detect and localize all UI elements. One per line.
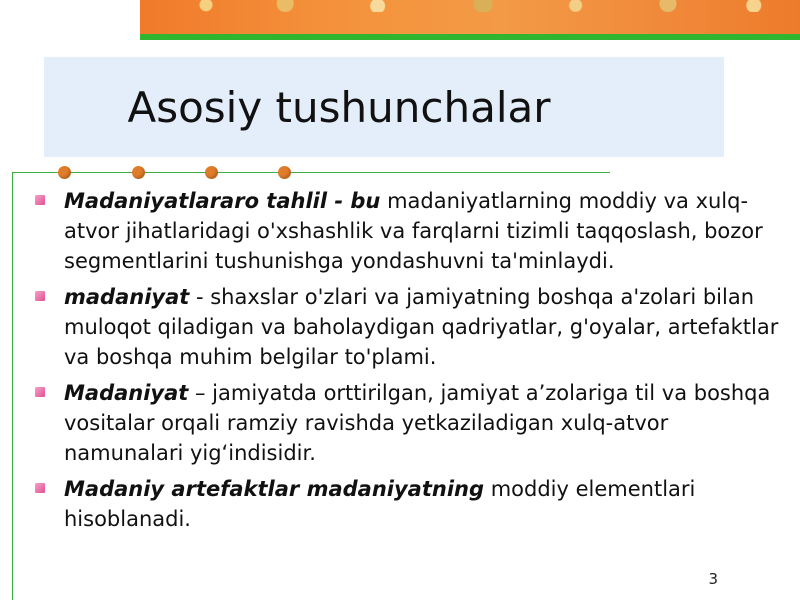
list-item — [30, 282, 780, 372]
list-item — [30, 378, 780, 468]
decorative-dot — [205, 166, 218, 179]
bullet-term: Madaniy artefaktlar madaniyatning — [64, 477, 485, 501]
bullet-list — [30, 186, 780, 540]
bullet-square-icon — [35, 483, 45, 493]
bullet-term: Madaniyatlararo tahlil - bu — [64, 189, 381, 213]
decorative-dot — [58, 166, 71, 179]
top-decorative-banner — [140, 0, 800, 34]
list-item — [30, 186, 780, 276]
bullet-text: madaniyatlarning moddiy va xulq-atvor jihatlaridagi o'xshashlik va farqlarni tizimli taqqoslash, bozor segmentlarini tushunishga yondashuvni ta'minlaydi. — [64, 189, 763, 273]
page-number: 3 — [708, 570, 718, 588]
bullet-square-icon — [35, 387, 45, 397]
bullet-square-icon — [35, 291, 45, 301]
horizontal-rule — [12, 172, 610, 173]
slide-title: Asosiy tushunchalar — [127, 82, 551, 132]
bullet-text: – jamiyatda orttirilgan, jamiyat a’zolariga til va boshqa vositalar orqali ramziy ravishda yetkaziladigan xulq-atvor namunalari yig‘indisidir. — [64, 381, 771, 465]
decorative-dot — [132, 166, 145, 179]
vertical-rule — [12, 172, 13, 600]
list-item — [30, 474, 780, 534]
banner-green-stripe — [140, 34, 800, 40]
decorative-dot — [278, 166, 291, 179]
bullet-term: madaniyat — [64, 285, 190, 309]
bullet-text: - shaxslar o'zlari va jamiyatning boshqa a'zolari bilan muloqot qiladigan va baholaydigan qadriyatlar, g'oyalar, artefaktlar va boshqa muhim belgilar to'plami. — [64, 285, 779, 369]
bullet-text: moddiy elementlari hisoblanadi. — [64, 477, 696, 531]
banner-texture — [140, 0, 800, 12]
bullet-term: Madaniyat — [64, 381, 189, 405]
bullet-square-icon — [35, 195, 45, 205]
